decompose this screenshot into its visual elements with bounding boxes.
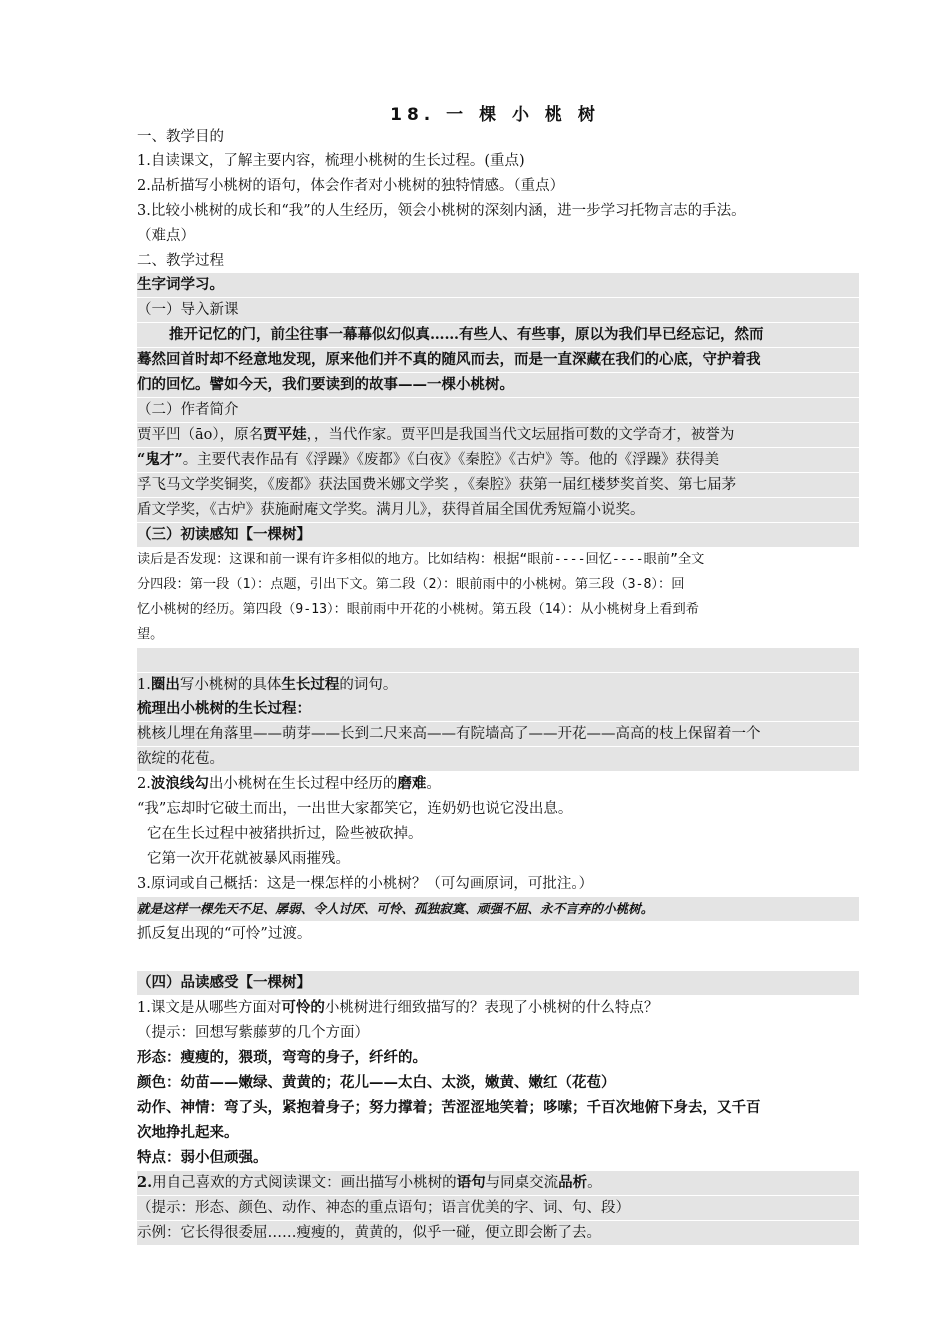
first-reading-paragraph-3: 忆小桃树的经历。第四段（9-13）：眼前雨中开花的小桃树。第五段（14）：从小桃树身上看到希 [137, 602, 699, 617]
first-reading-paragraph-4: 望。 [137, 627, 164, 642]
question-text: 。 [587, 1175, 602, 1191]
vocab-heading: 生字词学习。 [137, 273, 859, 297]
second-question-1 [137, 996, 859, 1020]
author-paragraph-2 [137, 448, 859, 472]
question-1 [137, 673, 859, 697]
first-reading-paragraph-2: 分四段：第一段（1）：点题，引出下文。第二段（2）：眼前雨中的小桃树。第三段（3-8）：回 [137, 577, 685, 592]
goal-1: 1.自读课文，了解主要内容，梳理小桃树的生长过程。(重点) [137, 153, 525, 169]
question-3-answer: 就是这样一棵先天不足、孱弱、令人讨厌、可怜、孤独寂寞、顽强不屈、永不言弃的小桃树。 [137, 897, 859, 921]
keyword-hardship: 磨难 [397, 775, 427, 792]
keyword-pitiful: 可怜的 [281, 999, 325, 1016]
growth-process-heading: 梳理出小桃树的生长过程： [137, 697, 859, 721]
color-description: 颜色：幼苗——嫩绿、黄黄的；花儿——太白、太淡，嫩黄、嫩红（花苞） [137, 1074, 616, 1091]
intro-heading: （一）导入新课 [137, 298, 859, 322]
goal-3: 3.比较小桃树的成长和“我”的人生经历，领会小桃树的深刻内涵，进一步学习托物言志的手法。 [137, 203, 746, 219]
question-text: 。 [426, 776, 441, 792]
feature-summary: 特点：弱小但顽强。 [137, 1149, 268, 1166]
hardship-answer-1: “我”忘却时它破土而出，一出世大家都笑它，连奶奶也说它没出息。 [137, 801, 573, 817]
process-heading: 二、教学过程 [137, 253, 224, 269]
action-description-2: 次地挣扎起来。 [137, 1124, 239, 1141]
shaded-blank-line [137, 648, 859, 672]
shape-description: 形态：瘦瘦的，猥琐，弯弯的身子，纤纤的。 [137, 1049, 427, 1066]
question-text: 小桃树进行细致描写的？表现了小桃树的什么特点？ [324, 1000, 659, 1016]
second-question-2-hint: （提示：形态、颜色、动作、神态的重点语句；语言优美的字、词、句、段） [137, 1196, 859, 1220]
first-reading-paragraph-1: 读后是否发现：这课和前一课有许多相似的地方。比如结构：根据“眼前----回忆----眼前”全文 [137, 552, 705, 567]
question-number: 2. [137, 776, 151, 792]
intro-paragraph-1: 推开记忆的门，前尘往事一幕幕似幻似真……有些人、有些事，原以为我们早已经忘记，然而 [137, 323, 859, 347]
question-text: 的词句。 [339, 677, 398, 693]
intro-paragraph-2: 蓦然回首时却不经意地发现，原来他们并不真的随风而去，而是一直深藏在我们的心底，守护着我 [137, 348, 859, 372]
author-paragraph-3: 孚飞马文学奖铜奖，《废都》获法国费米娜文学奖 ，《秦腔》获第一届红楼梦奖首奖、第七届茅 [137, 473, 859, 497]
first-reading-heading: （三）初读感知【一棵树】 [137, 523, 859, 547]
keyword-growth: 生长过程 [281, 676, 340, 693]
author-text: 贾平凹（āo），原名 [137, 427, 264, 443]
keyword-analysis: 品析 [558, 1174, 588, 1191]
author-nickname: “鬼才” [137, 451, 183, 468]
goal-2: 2.品析描写小桃树的语句，体会作者对小桃树的独特情感。（重点） [137, 178, 565, 194]
example-sentence: 示例：它长得很委屈……瘦瘦的，黄黄的，似乎一碰，便立即会断了去。 [137, 1221, 859, 1245]
question-number: 1. [137, 677, 151, 693]
transition-note: 抓反复出现的“可怜”过渡。 [137, 926, 312, 942]
question-3: 3.原词或自己概括：这是一棵怎样的小桃树？（可勾画原词，可批注。） [137, 876, 594, 892]
author-text: 。主要代表作品有《浮躁》《废都》《白夜》《秦腔》《古炉》等。他的《浮躁》获得美 [182, 452, 720, 468]
lesson-title: 18. 一 棵 小 桃 树 [390, 105, 600, 125]
action-description-1: 动作、神情：弯了头，紧抱着身子；努力撑着；苦涩涩地笑着；哆嗦；千百次地俯下身去，又千百 [137, 1099, 761, 1116]
keyword-wavy-line: 波浪线勾 [150, 775, 209, 792]
question-text: 写小桃树的具体 [179, 677, 282, 693]
author-paragraph-4: 盾文学奖，《古炉》获施耐庵文学奖。满月儿》，获得首届全国优秀短篇小说奖。 [137, 498, 859, 522]
goals-heading: 一、教学目的 [137, 129, 224, 145]
second-reading-heading: （四）品读感受【一棵树】 [137, 971, 859, 995]
author-paragraph-1 [137, 423, 859, 447]
keyword-circle: 圈出 [150, 676, 180, 693]
question-number: 2. [137, 1174, 153, 1191]
question-text: 与同桌交流 [485, 1175, 559, 1191]
author-text: ，，当代作家。贾平凹是我国当代文坛屈指可数的文学奇才，被誉为 [306, 427, 735, 443]
question-text: 用自己喜欢的方式阅读课文：画出描写小桃树的 [152, 1175, 457, 1191]
growth-process-answer-2: 欲绽的花苞。 [137, 747, 859, 771]
second-question-1-hint: （提示：回想写紫藤萝的几个方面） [137, 1025, 369, 1041]
question-text: 1.课文是从哪些方面对 [137, 1000, 282, 1016]
intro-paragraph-3: 们的回忆。譬如今天，我们要读到的故事——一棵小桃树。 [137, 373, 859, 397]
author-heading: （二）作者简介 [137, 398, 859, 422]
goal-3-cont: （难点） [137, 228, 195, 244]
question-text: 出小桃树在生长过程中经历的 [208, 776, 398, 792]
author-original-name: 贾平娃 [263, 426, 307, 443]
hardship-answer-3: 它第一次开花就被暴风雨摧残。 [147, 851, 350, 867]
keyword-sentences: 语句 [456, 1174, 486, 1191]
hardship-answer-2: 它在生长过程中被猪拱折过，险些被砍掉。 [147, 826, 423, 842]
second-question-2 [137, 1171, 859, 1195]
question-2 [137, 772, 859, 796]
growth-process-answer-1: 桃核儿埋在角落里——萌芽——长到二尺来高——有院墙高了——开花——高高的枝上保留着一个 [137, 722, 859, 746]
